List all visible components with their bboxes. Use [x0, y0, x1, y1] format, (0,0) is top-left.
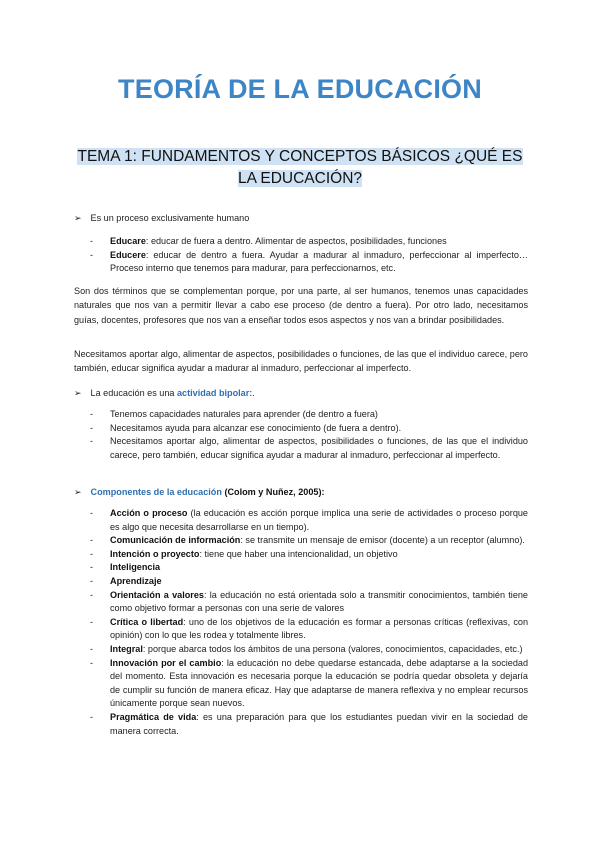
arrow-bullet-icon: ➢	[74, 213, 82, 223]
list-item-text: Tenemos capacidades naturales para aprender (de dentro a fuera)	[110, 409, 378, 419]
dash-bullet-icon: -	[90, 422, 94, 433]
list-item	[90, 235, 528, 249]
definition: : tiene que haber una intencionalidad, un objetivo	[199, 548, 398, 559]
list-item	[90, 548, 528, 562]
definition: : se transmite un mensaje de emisor (docente) a un receptor (alumno).	[240, 535, 525, 546]
definition: : la educación no está orientada solo a transmitir conocimientos, también tiene como objetivo formar a personas con una serie de valores	[110, 589, 528, 614]
dash-bullet-icon: -	[90, 657, 94, 668]
definition: (la educación es acción porque implica una serie de actividades o proceso porque es algo que necesita desarrollarse en un tiempo).	[110, 508, 528, 532]
bipolar-list	[90, 408, 528, 462]
section-human-process-text: Es un proceso exclusivamente humano	[90, 213, 250, 223]
dash-bullet-icon: -	[90, 575, 94, 586]
chapter-heading-line2: LA EDUCACIÓN?	[237, 170, 363, 187]
list-item-text: Necesitamos ayuda para alcanzar ese conocimiento (de fuera a dentro).	[110, 422, 402, 433]
section-bipolar	[74, 386, 528, 400]
definition: : porque abarca todos los ámbitos de una persona (valores, conocimientos, capacidades, etc.)	[142, 643, 523, 654]
list-item	[90, 435, 528, 462]
bipolar-highlight: actividad bipolar:	[177, 388, 253, 398]
dash-bullet-icon: -	[90, 249, 94, 260]
arrow-bullet-icon: ➢	[74, 388, 82, 398]
dash-bullet-icon: -	[90, 643, 94, 654]
section-components	[74, 485, 528, 499]
term: Inteligencia	[110, 562, 161, 573]
list-item	[90, 249, 528, 276]
dash-bullet-icon: -	[90, 562, 94, 573]
components-list	[90, 507, 528, 738]
list-item	[90, 657, 528, 711]
term: Acción o proceso	[110, 508, 188, 518]
arrow-bullet-icon: ➢	[74, 487, 82, 497]
term: Aprendizaje	[110, 575, 162, 586]
dash-bullet-icon: -	[90, 589, 94, 600]
dash-bullet-icon: -	[90, 616, 94, 627]
dash-bullet-icon: -	[90, 436, 94, 447]
dash-bullet-icon: -	[90, 711, 94, 722]
list-item	[90, 575, 528, 589]
list-item	[90, 534, 528, 548]
document-title: TEORÍA DE LA EDUCACIÓN	[118, 74, 482, 104]
section-bipolar-tail: .	[252, 388, 255, 398]
definition: : educar de fuera a dentro. Alimentar de aspectos, posibilidades, funciones	[145, 236, 447, 246]
term: Pragmática de vida	[110, 711, 197, 722]
list-item	[90, 422, 528, 436]
dash-bullet-icon: -	[90, 535, 94, 546]
dash-bullet-icon: -	[90, 508, 94, 518]
list-item	[90, 507, 528, 534]
educare-educere-list	[90, 235, 528, 276]
section-human-process	[74, 211, 528, 225]
chapter-heading-line1: TEMA 1: FUNDAMENTOS Y CONCEPTOS BÁSICOS ¿QUÉ ES	[77, 148, 523, 165]
components-heading: Componentes de la educación	[90, 487, 222, 497]
definition: : educar de dentro a fuera. Ayudar a madurar al inmaduro, perfeccionar al imperfecto… Proceso interno que tenemos para madurar, para perfeccionarnos, etc.	[110, 249, 528, 274]
definition: : uno de los objetivos de la educación es formar a personas críticas (reflexivas, con opinión) con lo que les rodea y totalmente libres.	[110, 616, 529, 641]
paragraph-contribute: Necesitamos aportar algo, alimentar de aspectos, posibilidades o funciones, de las que el individuo carece, pero también, educar significa ayudar a madurar al inmaduro, perfeccionar al imperfecto.	[74, 349, 528, 374]
definition: : la educación no debe quedarse estancada, debe adaptarse a la sociedad del momento. Esta innovación es necesaria porque la educación se podría quedar obsoleta y dejaría de cumplir su función de manera eficaz. Hay que adaptarse de manera reflexiva y no emplear recursos únicamente porque sean nuevos.	[110, 657, 528, 709]
term: Intención o proyecto	[110, 548, 200, 559]
list-item	[90, 561, 528, 575]
term: Innovación por el cambio	[110, 657, 222, 668]
paragraph-complement: Son dos términos que se complementan porque, por una parte, al ser humanos, tenemos unas capacidades naturales que nos van a permitir llevar a cabo ese proceso (de dentro a fuera). Por otro lado, necesitamos guías, docentes, profesores que nos van a enseñar todos esos aspectos y nos van a brindar posibilidades.	[74, 286, 528, 325]
list-item-text: Necesitamos aportar algo, alimentar de aspectos, posibilidades o funciones, de las que el individuo carece, pero también, educar significa ayudar a madurar al inmaduro, perfeccionar al imperfecto.	[110, 436, 528, 460]
components-citation: (Colom y Nuñez, 2005):	[221, 487, 325, 497]
term: Educere	[110, 249, 146, 260]
section-bipolar-text: La educación es una	[90, 388, 177, 398]
definition: : es una preparación para que los estudiantes puedan vivir en la sociedad de manera correcta.	[110, 711, 528, 736]
chapter-heading	[70, 146, 530, 190]
list-item	[90, 589, 528, 616]
term: Comunicación de información	[110, 535, 241, 546]
list-item	[90, 711, 528, 738]
list-item	[90, 616, 528, 643]
dash-bullet-icon: -	[90, 548, 94, 559]
term: Educare	[110, 236, 146, 246]
list-item	[90, 408, 528, 422]
term: Integral	[110, 643, 143, 654]
term: Crítica o libertad	[110, 616, 184, 627]
dash-bullet-icon: -	[90, 409, 94, 419]
dash-bullet-icon: -	[90, 236, 94, 246]
term: Orientación a valores	[110, 589, 204, 600]
list-item	[90, 643, 528, 657]
